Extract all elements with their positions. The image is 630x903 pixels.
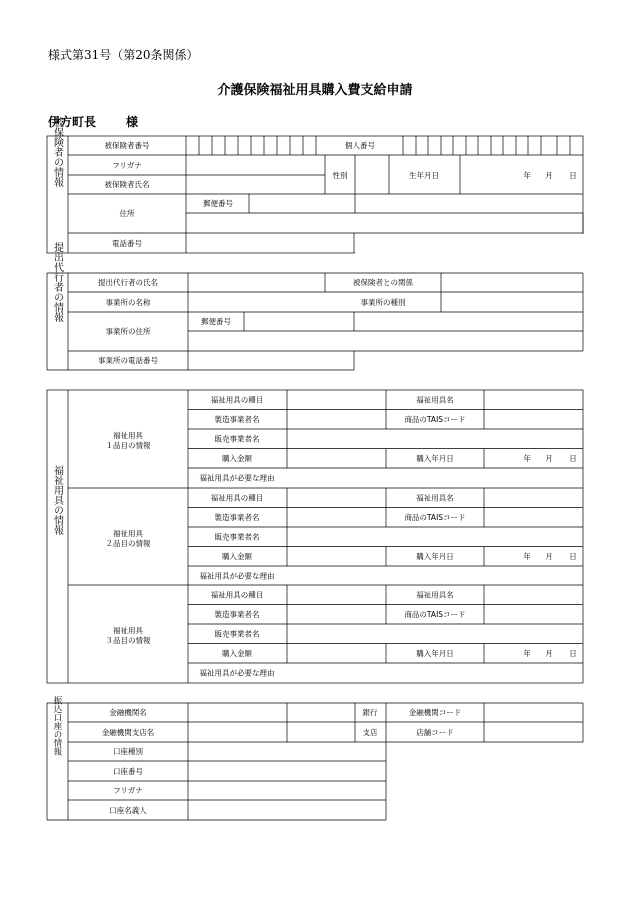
purchase-month: 月 [545,454,553,463]
branch-code-label: 店舗コード [416,728,454,737]
equipment-type-label: 福祉用具の種目 [210,493,264,503]
account-holder-label: 口座名義人 [109,806,147,815]
gender-label: 性別 [332,171,348,180]
office-type-label: 事業所の種別 [360,298,406,307]
bank-section [47,696,583,820]
agent-postal-label: 郵便番号 [201,317,231,326]
office-name-label: 事業所の名称 [105,298,151,307]
price-label: 購入金額 [222,649,252,658]
account-type-label: 口座種別 [113,747,143,756]
tais-code-label: 商品のTAISコード [404,610,466,619]
branch-label: 金融機関支店名 [101,728,155,737]
address-label: 住所 [119,209,135,218]
manufacturer-label: 製造事業者名 [214,610,260,619]
reason-label: 福祉用具が必要な理由 [199,668,275,678]
equipment-item-title: 福祉用具 [113,626,143,635]
price-label: 購入金額 [222,454,252,463]
bank-suffix: 銀行 [362,708,378,717]
purchase-year: 年 [523,649,531,658]
equipment-type-label: 福祉用具の種目 [210,395,264,405]
equipment-item-title: 福祉用具 [113,431,143,440]
equipment-type-label: 福祉用具の種目 [210,590,264,600]
equipment-section [47,390,583,683]
equipment-section-label: 福祉用具の情報 [51,465,63,535]
purchase-date-label: 購入年月日 [416,649,454,658]
purchase-day: 日 [569,552,577,561]
office-address-label: 事業所の住所 [105,327,151,336]
purchase-date-label: 購入年月日 [416,552,454,561]
birth-month: 月 [545,171,553,180]
product-name-label: 福祉用具名 [416,590,454,600]
equipment-item-subtitle: ３品目の情報 [105,636,151,645]
insured-section-label: 被保険者の情報 [51,117,63,187]
agent-section [47,241,583,370]
manufacturer-label: 製造事業者名 [214,513,260,522]
purchase-month: 月 [545,649,553,658]
purchase-date-label: 購入年月日 [416,454,454,463]
tais-code-label: 商品のTAISコード [404,415,466,424]
product-name-label: 福祉用具名 [416,493,454,503]
agent-name-label: 提出代行者の氏名 [98,278,158,287]
postal-label: 郵便番号 [203,199,233,208]
furigana-label: フリガナ [112,161,142,170]
purchase-month: 月 [545,552,553,561]
seller-label: 販売事業者名 [214,434,260,444]
bank-furigana-label: フリガナ [113,786,143,795]
reason-label: 福祉用具が必要な理由 [199,571,275,581]
form-title: 介護保険福祉用具購入費支給申請 [217,83,413,98]
tais-code-label: 商品のTAISコード [404,513,466,522]
reason-label: 福祉用具が必要な理由 [199,473,275,483]
birth-year: 年 [523,171,531,180]
birthdate-label: 生年月日 [409,171,439,180]
insured-number-label: 被保険者番号 [104,141,150,150]
institution-label: 金融機関名 [109,708,147,717]
purchase-day: 日 [569,649,577,658]
equipment-item-subtitle: ２品目の情報 [105,539,151,548]
individual-number-label: 個人番号 [345,141,375,150]
insured-section [47,116,584,254]
product-name-label: 福祉用具名 [416,395,454,405]
purchase-year: 年 [523,454,531,463]
manufacturer-label: 製造事業者名 [214,415,260,424]
account-number-label: 口座番号 [113,767,143,776]
phone-label: 電話番号 [112,239,142,248]
equipment-item-subtitle: １品目の情報 [105,441,151,450]
insured-name-label: 被保険者氏名 [104,180,150,189]
institution-code-label: 金融機関コード [408,708,462,717]
birth-day: 日 [569,171,577,180]
branch-suffix: 支店 [362,728,378,737]
addressee: 伊方町長 [48,115,97,129]
seller-label: 販売事業者名 [214,532,260,542]
equipment-item-title: 福祉用具 [113,529,143,538]
agent-section-label: 提出代行者の情報 [51,242,63,322]
individual-number-boxes[interactable] [416,136,570,155]
insured-number-boxes[interactable] [199,136,303,155]
purchase-year: 年 [523,552,531,561]
seller-label: 販売事業者名 [214,629,260,639]
bank-section-label: 振込口座の情報 [52,696,62,756]
purchase-day: 日 [569,454,577,463]
relation-label: 被保険者との関係 [353,278,413,287]
office-phone-label: 事業所の電話番号 [98,356,158,365]
form-number: 様式第31号（第20条関係） [48,48,199,62]
price-label: 購入金額 [222,552,252,561]
addressee-suffix: 様 [126,115,139,129]
